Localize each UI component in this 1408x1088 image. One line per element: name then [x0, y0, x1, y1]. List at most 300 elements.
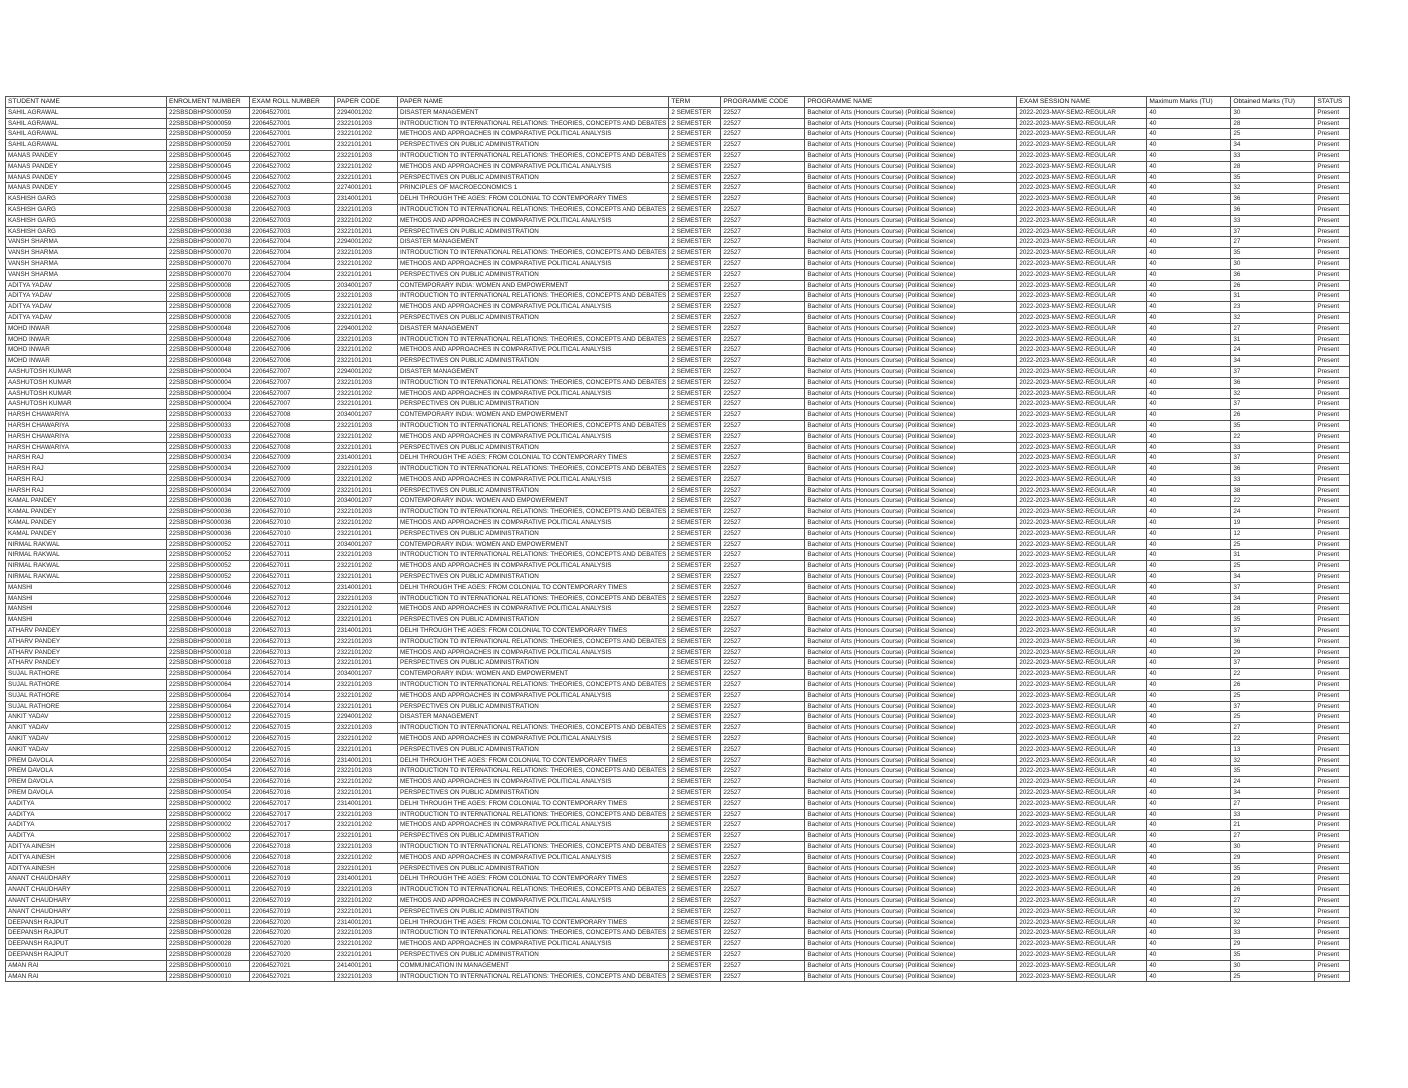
exam-session-cell: 2022-2023-MAY-SEM2-REGULAR: [1017, 669, 1147, 680]
status-cell: Present: [1315, 561, 1350, 572]
enrolment-number-cell: 22SBSDBHPS000018: [167, 626, 250, 637]
enrolment-number-cell: 22SBSDBHPS000070: [167, 248, 250, 259]
exam-roll-number-cell: 22064527007: [250, 399, 335, 410]
status-cell: Present: [1315, 539, 1350, 550]
status-cell: Present: [1315, 680, 1350, 691]
paper-name-cell: INTRODUCTION TO INTERNATIONAL RELATIONS: THEORIES, CONCEPTS AND DEBATES: [398, 118, 669, 129]
obtained-marks-cell: 33: [1231, 150, 1315, 161]
table-row: [6, 885, 1350, 896]
exam-session-cell: 2022-2023-MAY-SEM2-REGULAR: [1017, 712, 1147, 723]
exam-roll-number-cell: 22064527008: [250, 431, 335, 442]
maximum-marks-cell: 40: [1147, 518, 1231, 529]
exam-session-cell: 2022-2023-MAY-SEM2-REGULAR: [1017, 129, 1147, 140]
programme-code-cell: 22527: [721, 626, 805, 637]
maximum-marks-cell: 40: [1147, 539, 1231, 550]
table-row: [6, 852, 1350, 863]
paper-code-cell: 2322101201: [335, 788, 398, 799]
programme-code-cell: 22527: [721, 701, 805, 712]
status-cell: Present: [1315, 949, 1350, 960]
table-row: [6, 820, 1350, 831]
exam-session-cell: 2022-2023-MAY-SEM2-REGULAR: [1017, 248, 1147, 259]
programme-code-cell: 22527: [721, 960, 805, 971]
enrolment-number-cell: 22SBSDBHPS000010: [167, 960, 250, 971]
table-row: [6, 183, 1350, 194]
exam-session-cell: 2022-2023-MAY-SEM2-REGULAR: [1017, 809, 1147, 820]
header-programme-name: PROGRAMME NAME: [805, 97, 1017, 108]
paper-name-cell: DISASTER MANAGEMENT: [398, 366, 669, 377]
header-row-group: [6, 97, 1350, 108]
paper-name-cell: DISASTER MANAGEMENT: [398, 712, 669, 723]
table-row: [6, 636, 1350, 647]
student-name-cell: ADITYA YADAV: [6, 291, 167, 302]
term-cell: 2 SEMESTER: [669, 237, 721, 248]
programme-name-cell: Bachelor of Arts (Honours Course) (Political Science): [805, 291, 1017, 302]
table-row: [6, 647, 1350, 658]
exam-roll-number-cell: 22064527002: [250, 150, 335, 161]
enrolment-number-cell: 22SBSDBHPS000054: [167, 766, 250, 777]
maximum-marks-cell: 40: [1147, 777, 1231, 788]
maximum-marks-cell: 40: [1147, 485, 1231, 496]
exam-roll-number-cell: 22064527004: [250, 258, 335, 269]
paper-name-cell: PERSPECTIVES ON PUBLIC ADMINISTRATION: [398, 658, 669, 669]
table-row: [6, 518, 1350, 529]
exam-session-cell: 2022-2023-MAY-SEM2-REGULAR: [1017, 269, 1147, 280]
paper-code-cell: 2322101203: [335, 204, 398, 215]
programme-code-cell: 22527: [721, 496, 805, 507]
obtained-marks-cell: 29: [1231, 874, 1315, 885]
maximum-marks-cell: 40: [1147, 647, 1231, 658]
programme-name-cell: Bachelor of Arts (Honours Course) (Political Science): [805, 572, 1017, 583]
maximum-marks-cell: 40: [1147, 917, 1231, 928]
term-cell: 2 SEMESTER: [669, 291, 721, 302]
exam-roll-number-cell: 22064527020: [250, 939, 335, 950]
table-row: [6, 118, 1350, 129]
programme-name-cell: Bachelor of Arts (Honours Course) (Political Science): [805, 118, 1017, 129]
table-row: [6, 226, 1350, 237]
paper-code-cell: 2322101202: [335, 939, 398, 950]
obtained-marks-cell: 24: [1231, 507, 1315, 518]
obtained-marks-cell: 34: [1231, 593, 1315, 604]
term-cell: 2 SEMESTER: [669, 636, 721, 647]
term-cell: 2 SEMESTER: [669, 129, 721, 140]
table-row: [6, 874, 1350, 885]
term-cell: 2 SEMESTER: [669, 669, 721, 680]
obtained-marks-cell: 22: [1231, 669, 1315, 680]
exam-roll-number-cell: 22064527011: [250, 539, 335, 550]
maximum-marks-cell: 40: [1147, 431, 1231, 442]
obtained-marks-cell: 37: [1231, 366, 1315, 377]
enrolment-number-cell: 22SBSDBHPS000033: [167, 420, 250, 431]
student-name-cell: SAHIL AGRAWAL: [6, 140, 167, 151]
obtained-marks-cell: 35: [1231, 172, 1315, 183]
enrolment-number-cell: 22SBSDBHPS000034: [167, 474, 250, 485]
term-cell: 2 SEMESTER: [669, 615, 721, 626]
obtained-marks-cell: 36: [1231, 636, 1315, 647]
programme-name-cell: Bachelor of Arts (Honours Course) (Political Science): [805, 356, 1017, 367]
paper-name-cell: METHODS AND APPROACHES IN COMPARATIVE POLITICAL ANALYSIS: [398, 690, 669, 701]
paper-code-cell: 2034001207: [335, 539, 398, 550]
table-row: [6, 841, 1350, 852]
programme-code-cell: 22527: [721, 863, 805, 874]
student-name-cell: ADITYA YADAV: [6, 280, 167, 291]
paper-code-cell: 2322101202: [335, 777, 398, 788]
student-name-cell: SUJAL RATHORE: [6, 690, 167, 701]
term-cell: 2 SEMESTER: [669, 226, 721, 237]
enrolment-number-cell: 22SBSDBHPS000045: [167, 161, 250, 172]
programme-name-cell: Bachelor of Arts (Honours Course) (Political Science): [805, 690, 1017, 701]
student-name-cell: ADITYA YADAV: [6, 312, 167, 323]
term-cell: 2 SEMESTER: [669, 269, 721, 280]
paper-name-cell: INTRODUCTION TO INTERNATIONAL RELATIONS: THEORIES, CONCEPTS AND DEBATES: [398, 377, 669, 388]
exam-session-cell: 2022-2023-MAY-SEM2-REGULAR: [1017, 593, 1147, 604]
enrolment-number-cell: 22SBSDBHPS000070: [167, 237, 250, 248]
obtained-marks-cell: 27: [1231, 323, 1315, 334]
term-cell: 2 SEMESTER: [669, 496, 721, 507]
programme-code-cell: 22527: [721, 712, 805, 723]
enrolment-number-cell: 22SBSDBHPS000011: [167, 874, 250, 885]
maximum-marks-cell: 40: [1147, 345, 1231, 356]
programme-code-cell: 22527: [721, 593, 805, 604]
obtained-marks-cell: 34: [1231, 572, 1315, 583]
programme-name-cell: Bachelor of Arts (Honours Course) (Political Science): [805, 129, 1017, 140]
term-cell: 2 SEMESTER: [669, 647, 721, 658]
exam-roll-number-cell: 22064527013: [250, 626, 335, 637]
status-cell: Present: [1315, 593, 1350, 604]
exam-roll-number-cell: 22064527001: [250, 107, 335, 118]
enrolment-number-cell: 22SBSDBHPS000018: [167, 647, 250, 658]
programme-code-cell: 22527: [721, 755, 805, 766]
maximum-marks-cell: 40: [1147, 636, 1231, 647]
obtained-marks-cell: 25: [1231, 129, 1315, 140]
table-row: [6, 744, 1350, 755]
maximum-marks-cell: 40: [1147, 312, 1231, 323]
status-cell: Present: [1315, 399, 1350, 410]
term-cell: 2 SEMESTER: [669, 507, 721, 518]
student-name-cell: AADITYA: [6, 831, 167, 842]
paper-code-cell: 2322101203: [335, 248, 398, 259]
term-cell: 2 SEMESTER: [669, 906, 721, 917]
table-row: [6, 809, 1350, 820]
student-name-cell: SUJAL RATHORE: [6, 701, 167, 712]
paper-name-cell: INTRODUCTION TO INTERNATIONAL RELATIONS: THEORIES, CONCEPTS AND DEBATES: [398, 841, 669, 852]
exam-session-cell: 2022-2023-MAY-SEM2-REGULAR: [1017, 399, 1147, 410]
term-cell: 2 SEMESTER: [669, 852, 721, 863]
maximum-marks-cell: 40: [1147, 507, 1231, 518]
term-cell: 2 SEMESTER: [669, 388, 721, 399]
obtained-marks-cell: 35: [1231, 615, 1315, 626]
programme-name-cell: Bachelor of Arts (Honours Course) (Political Science): [805, 377, 1017, 388]
status-cell: Present: [1315, 194, 1350, 205]
enrolment-number-cell: 22SBSDBHPS000033: [167, 442, 250, 453]
exam-session-cell: 2022-2023-MAY-SEM2-REGULAR: [1017, 518, 1147, 529]
programme-code-cell: 22527: [721, 107, 805, 118]
enrolment-number-cell: 22SBSDBHPS000028: [167, 928, 250, 939]
results-table: [5, 96, 1350, 982]
exam-session-cell: 2022-2023-MAY-SEM2-REGULAR: [1017, 291, 1147, 302]
paper-name-cell: PERSPECTIVES ON PUBLIC ADMINISTRATION: [398, 949, 669, 960]
programme-code-cell: 22527: [721, 237, 805, 248]
exam-session-cell: 2022-2023-MAY-SEM2-REGULAR: [1017, 226, 1147, 237]
exam-roll-number-cell: 22064527012: [250, 582, 335, 593]
status-cell: Present: [1315, 798, 1350, 809]
paper-name-cell: PERSPECTIVES ON PUBLIC ADMINISTRATION: [398, 399, 669, 410]
exam-roll-number-cell: 22064527008: [250, 420, 335, 431]
table-row: [6, 420, 1350, 431]
programme-name-cell: Bachelor of Arts (Honours Course) (Political Science): [805, 388, 1017, 399]
student-name-cell: MANSHI: [6, 593, 167, 604]
exam-roll-number-cell: 22064527011: [250, 572, 335, 583]
exam-session-cell: 2022-2023-MAY-SEM2-REGULAR: [1017, 334, 1147, 345]
enrolment-number-cell: 22SBSDBHPS000064: [167, 690, 250, 701]
paper-code-cell: 2322101202: [335, 345, 398, 356]
exam-session-cell: 2022-2023-MAY-SEM2-REGULAR: [1017, 755, 1147, 766]
maximum-marks-cell: 40: [1147, 183, 1231, 194]
paper-code-cell: 2322101202: [335, 518, 398, 529]
obtained-marks-cell: 29: [1231, 939, 1315, 950]
enrolment-number-cell: 22SBSDBHPS000038: [167, 215, 250, 226]
term-cell: 2 SEMESTER: [669, 453, 721, 464]
paper-name-cell: METHODS AND APPROACHES IN COMPARATIVE POLITICAL ANALYSIS: [398, 431, 669, 442]
programme-code-cell: 22527: [721, 204, 805, 215]
paper-name-cell: METHODS AND APPROACHES IN COMPARATIVE POLITICAL ANALYSIS: [398, 561, 669, 572]
exam-session-cell: 2022-2023-MAY-SEM2-REGULAR: [1017, 302, 1147, 313]
term-cell: 2 SEMESTER: [669, 377, 721, 388]
exam-session-cell: 2022-2023-MAY-SEM2-REGULAR: [1017, 161, 1147, 172]
exam-roll-number-cell: 22064527006: [250, 323, 335, 334]
enrolment-number-cell: 22SBSDBHPS000046: [167, 604, 250, 615]
term-cell: 2 SEMESTER: [669, 474, 721, 485]
status-cell: Present: [1315, 302, 1350, 313]
exam-roll-number-cell: 22064527003: [250, 215, 335, 226]
status-cell: Present: [1315, 690, 1350, 701]
paper-code-cell: 2034001207: [335, 669, 398, 680]
status-cell: Present: [1315, 863, 1350, 874]
exam-roll-number-cell: 22064527003: [250, 194, 335, 205]
enrolment-number-cell: 22SBSDBHPS000059: [167, 118, 250, 129]
maximum-marks-cell: 40: [1147, 798, 1231, 809]
status-cell: Present: [1315, 701, 1350, 712]
programme-name-cell: Bachelor of Arts (Honours Course) (Political Science): [805, 420, 1017, 431]
programme-code-cell: 22527: [721, 356, 805, 367]
paper-code-cell: 2274001201: [335, 183, 398, 194]
paper-code-cell: 2322101201: [335, 226, 398, 237]
exam-session-cell: 2022-2023-MAY-SEM2-REGULAR: [1017, 464, 1147, 475]
paper-name-cell: METHODS AND APPROACHES IN COMPARATIVE POLITICAL ANALYSIS: [398, 388, 669, 399]
exam-session-cell: 2022-2023-MAY-SEM2-REGULAR: [1017, 874, 1147, 885]
programme-code-cell: 22527: [721, 269, 805, 280]
enrolment-number-cell: 22SBSDBHPS000046: [167, 615, 250, 626]
student-name-cell: MANSHI: [6, 582, 167, 593]
table-row: [6, 172, 1350, 183]
term-cell: 2 SEMESTER: [669, 345, 721, 356]
programme-code-cell: 22527: [721, 841, 805, 852]
enrolment-number-cell: 22SBSDBHPS000052: [167, 539, 250, 550]
maximum-marks-cell: 40: [1147, 280, 1231, 291]
paper-code-cell: 2322101202: [335, 474, 398, 485]
exam-session-cell: 2022-2023-MAY-SEM2-REGULAR: [1017, 420, 1147, 431]
paper-name-cell: INTRODUCTION TO INTERNATIONAL RELATIONS: THEORIES, CONCEPTS AND DEBATES: [398, 150, 669, 161]
maximum-marks-cell: 40: [1147, 161, 1231, 172]
obtained-marks-cell: 21: [1231, 820, 1315, 831]
enrolment-number-cell: 22SBSDBHPS000034: [167, 485, 250, 496]
programme-name-cell: Bachelor of Arts (Honours Course) (Political Science): [805, 906, 1017, 917]
maximum-marks-cell: 40: [1147, 334, 1231, 345]
term-cell: 2 SEMESTER: [669, 528, 721, 539]
term-cell: 2 SEMESTER: [669, 734, 721, 745]
paper-code-cell: 2294001202: [335, 107, 398, 118]
exam-roll-number-cell: 22064527019: [250, 885, 335, 896]
status-cell: Present: [1315, 496, 1350, 507]
student-name-cell: MANAS PANDEY: [6, 183, 167, 194]
programme-name-cell: Bachelor of Arts (Honours Course) (Political Science): [805, 194, 1017, 205]
exam-roll-number-cell: 22064527021: [250, 960, 335, 971]
programme-code-cell: 22527: [721, 420, 805, 431]
programme-name-cell: Bachelor of Arts (Honours Course) (Political Science): [805, 334, 1017, 345]
table-row: [6, 939, 1350, 950]
maximum-marks-cell: 40: [1147, 269, 1231, 280]
student-name-cell: MOHD INWAR: [6, 323, 167, 334]
student-name-cell: SAHIL AGRAWAL: [6, 118, 167, 129]
exam-roll-number-cell: 22064527018: [250, 841, 335, 852]
student-name-cell: MOHD INWAR: [6, 334, 167, 345]
exam-roll-number-cell: 22064527017: [250, 820, 335, 831]
programme-code-cell: 22527: [721, 636, 805, 647]
student-name-cell: HARSH CHAWARIYA: [6, 410, 167, 421]
student-name-cell: ADITYA AINESH: [6, 841, 167, 852]
programme-name-cell: Bachelor of Arts (Honours Course) (Political Science): [805, 582, 1017, 593]
exam-roll-number-cell: 22064527013: [250, 658, 335, 669]
exam-session-cell: 2022-2023-MAY-SEM2-REGULAR: [1017, 366, 1147, 377]
enrolment-number-cell: 22SBSDBHPS000054: [167, 788, 250, 799]
maximum-marks-cell: 40: [1147, 323, 1231, 334]
paper-code-cell: 2322101202: [335, 431, 398, 442]
exam-roll-number-cell: 22064527004: [250, 237, 335, 248]
obtained-marks-cell: 22: [1231, 431, 1315, 442]
paper-name-cell: PERSPECTIVES ON PUBLIC ADMINISTRATION: [398, 269, 669, 280]
obtained-marks-cell: 27: [1231, 237, 1315, 248]
enrolment-number-cell: 22SBSDBHPS000034: [167, 453, 250, 464]
table-row: [6, 669, 1350, 680]
exam-roll-number-cell: 22064527002: [250, 161, 335, 172]
exam-roll-number-cell: 22064527005: [250, 312, 335, 323]
term-cell: 2 SEMESTER: [669, 323, 721, 334]
term-cell: 2 SEMESTER: [669, 593, 721, 604]
status-cell: Present: [1315, 518, 1350, 529]
exam-session-cell: 2022-2023-MAY-SEM2-REGULAR: [1017, 734, 1147, 745]
status-cell: Present: [1315, 744, 1350, 755]
student-name-cell: HARSH RAJ: [6, 453, 167, 464]
maximum-marks-cell: 40: [1147, 496, 1231, 507]
paper-code-cell: 2322101202: [335, 161, 398, 172]
exam-roll-number-cell: 22064527016: [250, 755, 335, 766]
table-row: [6, 528, 1350, 539]
status-cell: Present: [1315, 572, 1350, 583]
table-row: [6, 723, 1350, 734]
table-row: [6, 248, 1350, 259]
maximum-marks-cell: 40: [1147, 852, 1231, 863]
exam-roll-number-cell: 22064527004: [250, 248, 335, 259]
programme-code-cell: 22527: [721, 690, 805, 701]
programme-code-cell: 22527: [721, 226, 805, 237]
programme-code-cell: 22527: [721, 895, 805, 906]
exam-session-cell: 2022-2023-MAY-SEM2-REGULAR: [1017, 895, 1147, 906]
programme-code-cell: 22527: [721, 928, 805, 939]
term-cell: 2 SEMESTER: [669, 777, 721, 788]
maximum-marks-cell: 40: [1147, 215, 1231, 226]
status-cell: Present: [1315, 464, 1350, 475]
table-row: [6, 949, 1350, 960]
exam-session-cell: 2022-2023-MAY-SEM2-REGULAR: [1017, 863, 1147, 874]
header-enrolment-number: ENROLMENT NUMBER: [167, 97, 250, 108]
programme-code-cell: 22527: [721, 949, 805, 960]
exam-roll-number-cell: 22064527021: [250, 971, 335, 982]
paper-code-cell: 2322101201: [335, 701, 398, 712]
student-name-cell: SUJAL RATHORE: [6, 680, 167, 691]
programme-name-cell: Bachelor of Arts (Honours Course) (Political Science): [805, 917, 1017, 928]
exam-session-cell: 2022-2023-MAY-SEM2-REGULAR: [1017, 172, 1147, 183]
paper-code-cell: 2322101201: [335, 949, 398, 960]
table-row: [6, 615, 1350, 626]
table-row: [6, 464, 1350, 475]
paper-name-cell: DISASTER MANAGEMENT: [398, 107, 669, 118]
obtained-marks-cell: 31: [1231, 550, 1315, 561]
maximum-marks-cell: 40: [1147, 464, 1231, 475]
paper-code-cell: 2314001201: [335, 453, 398, 464]
paper-code-cell: 2322101203: [335, 118, 398, 129]
programme-name-cell: Bachelor of Arts (Honours Course) (Political Science): [805, 680, 1017, 691]
obtained-marks-cell: 37: [1231, 226, 1315, 237]
programme-name-cell: Bachelor of Arts (Honours Course) (Political Science): [805, 302, 1017, 313]
exam-roll-number-cell: 22064527014: [250, 701, 335, 712]
programme-name-cell: Bachelor of Arts (Honours Course) (Political Science): [805, 410, 1017, 421]
exam-session-cell: 2022-2023-MAY-SEM2-REGULAR: [1017, 496, 1147, 507]
table-row: [6, 194, 1350, 205]
term-cell: 2 SEMESTER: [669, 366, 721, 377]
exam-roll-number-cell: 22064527017: [250, 798, 335, 809]
student-name-cell: ANKIT YADAV: [6, 744, 167, 755]
table-row: [6, 658, 1350, 669]
exam-roll-number-cell: 22064527020: [250, 928, 335, 939]
enrolment-number-cell: 22SBSDBHPS000048: [167, 356, 250, 367]
exam-session-cell: 2022-2023-MAY-SEM2-REGULAR: [1017, 107, 1147, 118]
exam-roll-number-cell: 22064527013: [250, 636, 335, 647]
programme-name-cell: Bachelor of Arts (Honours Course) (Political Science): [805, 172, 1017, 183]
paper-code-cell: 2322101203: [335, 636, 398, 647]
header-programme-code: PROGRAMME CODE: [721, 97, 805, 108]
programme-name-cell: Bachelor of Arts (Honours Course) (Political Science): [805, 712, 1017, 723]
programme-code-cell: 22527: [721, 345, 805, 356]
programme-name-cell: Bachelor of Arts (Honours Course) (Political Science): [805, 831, 1017, 842]
enrolment-number-cell: 22SBSDBHPS000033: [167, 431, 250, 442]
student-name-cell: MANSHI: [6, 615, 167, 626]
paper-name-cell: INTRODUCTION TO INTERNATIONAL RELATIONS: THEORIES, CONCEPTS AND DEBATES: [398, 636, 669, 647]
exam-session-cell: 2022-2023-MAY-SEM2-REGULAR: [1017, 744, 1147, 755]
exam-roll-number-cell: 22064527002: [250, 183, 335, 194]
status-cell: Present: [1315, 647, 1350, 658]
status-cell: Present: [1315, 118, 1350, 129]
student-name-cell: MOHD INWAR: [6, 356, 167, 367]
maximum-marks-cell: 40: [1147, 658, 1231, 669]
enrolment-number-cell: 22SBSDBHPS000008: [167, 302, 250, 313]
term-cell: 2 SEMESTER: [669, 539, 721, 550]
table-row: [6, 755, 1350, 766]
paper-name-cell: INTRODUCTION TO INTERNATIONAL RELATIONS: THEORIES, CONCEPTS AND DEBATES: [398, 971, 669, 982]
paper-name-cell: INTRODUCTION TO INTERNATIONAL RELATIONS: THEORIES, CONCEPTS AND DEBATES: [398, 291, 669, 302]
exam-roll-number-cell: 22064527001: [250, 140, 335, 151]
obtained-marks-cell: 12: [1231, 528, 1315, 539]
paper-name-cell: INTRODUCTION TO INTERNATIONAL RELATIONS: THEORIES, CONCEPTS AND DEBATES: [398, 928, 669, 939]
paper-name-cell: DELHI THROUGH THE AGES: FROM COLONIAL TO CONTEMPORARY TIMES: [398, 755, 669, 766]
